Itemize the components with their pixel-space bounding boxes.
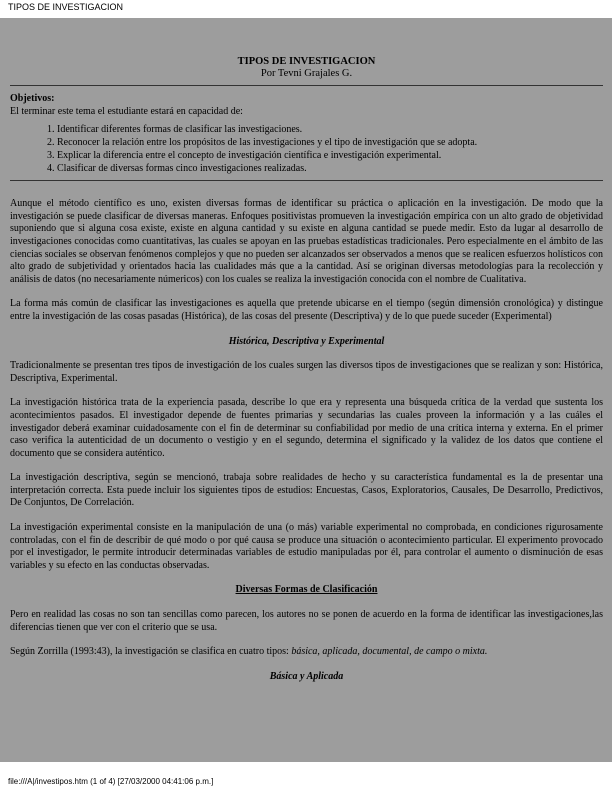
divider: [10, 180, 603, 181]
divider: [10, 85, 603, 86]
document-author: Por Tevni Grajales G.: [260, 68, 353, 79]
objectives-intro: El terminar este tema el estudiante estará en capacidad de:: [10, 105, 243, 117]
print-footer-url: file:///A|/investipos.htm (1 of 4) [27/03/2000 04:41:06 p.m.]: [8, 777, 214, 786]
objective-item: 1. Identificar diferentes formas de clasificar las investigaciones.: [57, 123, 603, 136]
section1-paragraph: La investigación experimental consiste en la manipulación de una (o más) variable experimental no comprobada, en condiciones rigurosamente controladas, con el fin de describir de qué modo o por qué causa se produce una situación o acontecimiento particular. El experimento provocado por el investigador, le permite introducir determinadas variables de estudio manipuladas por él, para controlar el aumento o disminución de esas variables y su efecto en las conductas observadas.: [10, 522, 603, 571]
objective-item: 4. Clasificar de diversas formas cinco investigaciones realizadas.: [57, 162, 603, 175]
section2-paragraph: Pero en realidad las cosas no son tan sencillas como parecen, los autores no se ponen de acuerdo en la forma de identificar las investigaciones,las diferencias tienen que ver con el criterio que se usa.: [10, 609, 603, 633]
zorrilla-text: Según Zorrilla (1993:43), la investigación se clasifica en cuatro tipos:: [10, 646, 292, 658]
document-title: TIPOS DE INVESTIGACION: [237, 56, 376, 67]
objectives-list: [10, 123, 603, 175]
intro-paragraph: Aunque el método científico es uno, existen diversas formas de identificar su práctica o aplicación en la investigación. De modo que la investigación se puede clasificar de diversas maneras. Enfoques positivistas promueven la investigación empírica con un alto grado de objetividad suponiendo que si alguna cosa existe, existe en alguna cantidad y su existe en alguna cantidad se puede medir. Esto da lugar al desarrollo de investigaciones conocidas como cuantitativas, las cuales se apoyan en las pruebas estadísticas tradicionales. Pero especialmente en el ámbito de las ciencias sociales se observan fenómenos complejos y que no pueden ser alcanzados ser observados a menos que se realicen esfuerzos holísticos con alto grado de subjetividad y orientados hacia las cualidades más que a la cantidad. Así se originan diversas metodologías para la recolección y análisis de datos (no necesariamente númericos) con los cuales se realiza la investigación conocida con el nombre de Cualitativa.: [10, 198, 603, 285]
objective-item: 3. Explicar la diferencia entre el concepto de investigación científica e investigación experimental.: [57, 149, 603, 162]
section-heading-historica: Histórica, Descriptiva y Experimental: [228, 335, 385, 347]
objectives-heading: Objetivos:: [10, 93, 55, 104]
section1-paragraph: La investigación descriptiva, según se mencionó, trabaja sobre realidades de hecho y su característica fundamental es la de presentar una interpretación correcta. Esta puede incluir los siguientes tipos de estudios: Encuestas, Casos, Exploratorios, Causales, De Desarrollo, Predictivos, De Conjuntos, De Correlación.: [10, 472, 603, 509]
section1-paragraph: Tradicionalmente se presentan tres tipos de investigación de los cuales surgen las diversos tipos de investigaciones que se realizan y son: Histórica, Descriptiva, Experimental.: [10, 360, 603, 384]
section1-paragraph: La investigación histórica trata de la experiencia pasada, describe lo que era y representa una búsqueda crítica de la verdad que sustenta los acontecimientos pasados. El investigador depende de fuentes primarias y secundarias las cuales proveen la información y a las cuáles el investigador deberá examinar cuidadosamente con el fin de determinar su confiabilidad por medio de una crítica interna y externa. En el primer caso verifica la autenticidad de un documento o vestigio y en el segundo, determina el significado y la validez de los datos que contiene el documento que se considera auténtico.: [10, 397, 603, 459]
document-page: [0, 18, 612, 762]
section-heading-basica-aplicada: Básica y Aplicada: [269, 670, 344, 682]
zorrilla-types: básica, aplicada, documental, de campo o mixta.: [291, 646, 488, 658]
intro-paragraph: La forma más común de clasificar las investigaciones es aquella que pretende ubicarse en el tiempo (según dimensión cronológica) y distingue entre la investigación de las cosas pasadas (Histórica), de las cosas del presente (Descriptiva) y de lo que puede suceder (Experimental): [10, 298, 603, 322]
print-header-title: TIPOS DE INVESTIGACION: [8, 2, 124, 12]
document-content: [0, 18, 612, 683]
objective-item: 2. Reconocer la relación entre los propósitos de las investigaciones y el tipo de investigación que se adopta.: [57, 136, 603, 149]
section2-paragraph-zorrilla: [10, 646, 603, 659]
section-heading-diversas-formas: Diversas Formas de Clasificación: [235, 584, 378, 596]
